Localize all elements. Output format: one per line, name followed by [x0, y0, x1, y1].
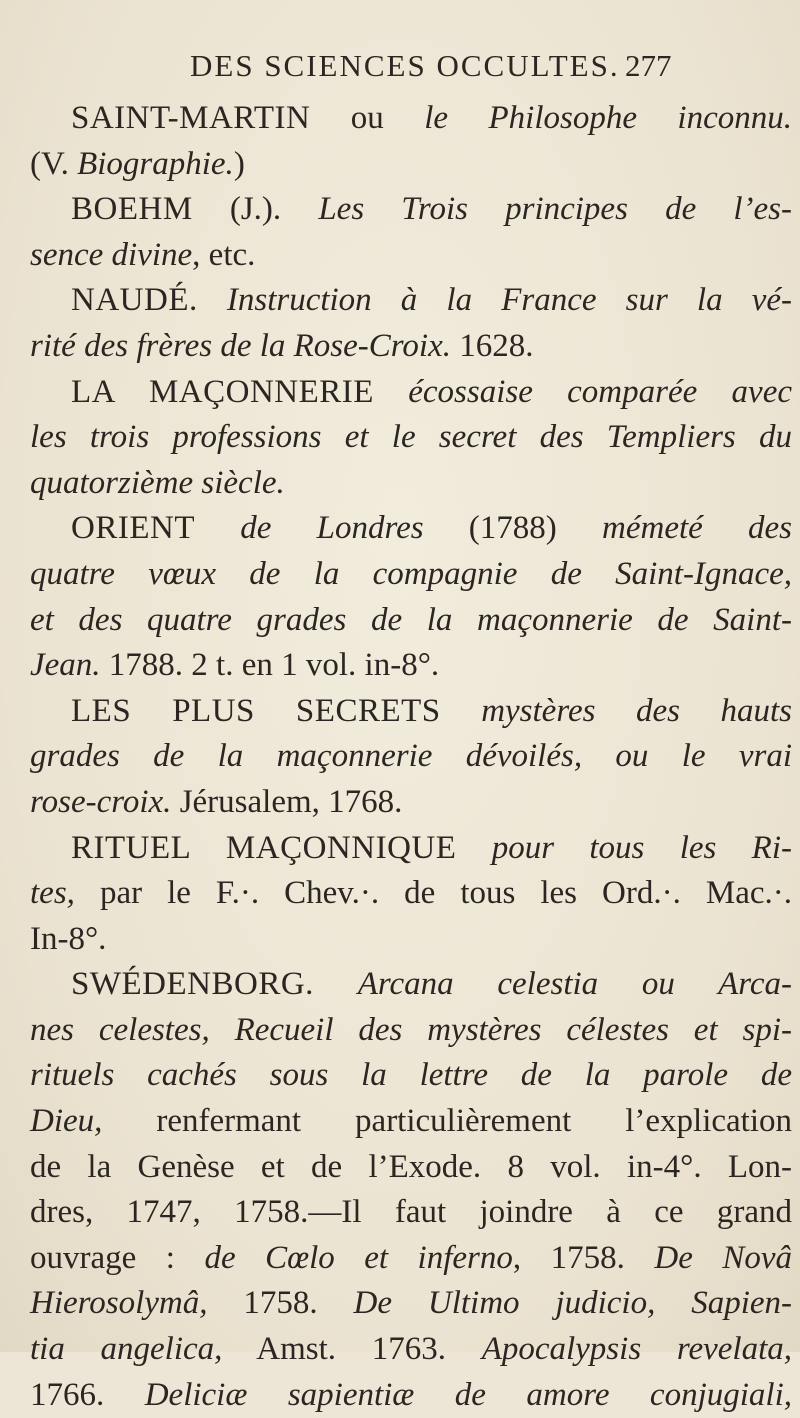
text-line: ORIENT de Londres (1788) mémeté des: [71, 510, 793, 547]
bibliography-entry-naude: [30, 278, 792, 369]
text-line: ouvrage : de Cœlo et inferno, 1758. De Novâ: [30, 1239, 793, 1276]
text-line: grades de la maçonnerie dévoilés, ou le vrai: [30, 738, 792, 775]
text-line: RITUEL MAÇONNIQUE pour tous les Ri-: [71, 829, 793, 866]
text-line: rité des frères de la Rose-Croix. 1628.: [30, 327, 534, 364]
text-line: nes celestes, Recueil des mystères célestes et spi-: [30, 1011, 792, 1048]
running-title: DES SCIENCES OCCULTES.: [190, 48, 620, 83]
text-line: tes, par le F.·. Chev.·. de tous les Ord.·. Mac.·.: [30, 875, 792, 912]
bibliography-text: [30, 96, 792, 1418]
text-line: quatorzième siècle.: [30, 464, 285, 501]
text-line: les trois professions et le secret des Templiers du: [30, 419, 792, 456]
bibliography-entry-rituel-maconnique: [30, 826, 792, 963]
running-head: [0, 48, 800, 88]
text-line: rituels cachés sous la lettre de la parole de: [30, 1057, 792, 1094]
text-line: tia angelica, Amst. 1763. Apocalypsis revelata,: [30, 1331, 792, 1368]
page-number: 277: [625, 48, 672, 83]
text-line: BOEHM (J.). Les Trois principes de l’es-: [71, 191, 792, 228]
bibliography-entry-la-maconnerie: [30, 370, 792, 507]
text-line: NAUDÉ. Instruction à la France sur la vé-: [71, 282, 792, 319]
text-line: sence divine, etc.: [30, 236, 256, 273]
text-line: LA MAÇONNERIE écossaise comparée avec: [71, 373, 792, 410]
bibliography-entry-les-plus-secrets: [30, 689, 792, 826]
text-line: 1766. Deliciæ sapientiæ de amore conjugiali,: [30, 1376, 793, 1413]
bibliography-entry-saint-martin: [30, 96, 792, 187]
text-line: In-8°.: [30, 920, 107, 957]
text-line: SWÉDENBORG. Arcana celestia ou Arca-: [71, 966, 792, 1003]
text-line: Jean. 1788. 2 t. en 1 vol. in-8°.: [30, 647, 440, 684]
text-line: de la Genèse et de l’Exode. 8 vol. in-4°. Lon-: [30, 1148, 792, 1185]
bibliography-entry-orient: [30, 506, 792, 688]
text-line: Dieu, renfermant particulièrement l’explication: [30, 1103, 792, 1140]
text-line: quatre vœux de la compagnie de Saint-Ignace,: [30, 555, 792, 592]
text-line: (V. Biographie.): [30, 145, 245, 182]
text-line: SAINT-MARTIN ou le Philosophe inconnu.: [71, 100, 792, 136]
text-line: dres, 1747, 1758.—Il faut joindre à ce grand: [30, 1194, 792, 1231]
bibliography-entry-swedenborg: [30, 962, 792, 1418]
bibliography-entry-boehm: [30, 187, 792, 278]
text-line: Hierosolymâ, 1758. De Ultimo judicio, Sapien-: [30, 1285, 792, 1322]
text-line: LES PLUS SECRETS mystères des hauts: [71, 692, 792, 729]
text-line: rose-croix. Jérusalem, 1768.: [30, 783, 403, 820]
text-line: et des quatre grades de la maçonnerie de Saint-: [30, 601, 792, 638]
